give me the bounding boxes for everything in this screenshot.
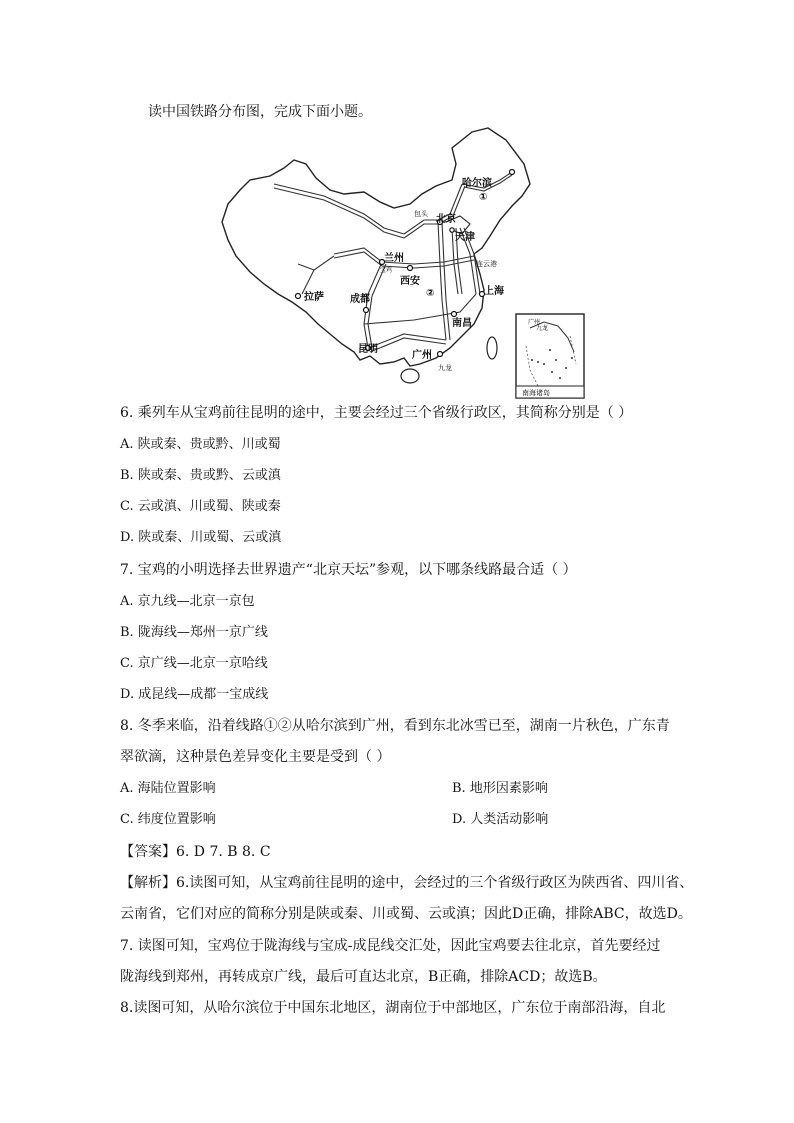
inset-label-jiulong: 九龙 bbox=[536, 325, 549, 332]
q7-stem: 7. 宝鸡的小明选择去世界遗产“北京天坛”参观，以下哪条线路最合适（ ） bbox=[120, 562, 577, 578]
lhasa-dot bbox=[296, 294, 301, 299]
label-baotou: 包头 bbox=[414, 210, 428, 218]
label-tianjin: 天津 bbox=[455, 232, 475, 243]
harbin-dot bbox=[510, 170, 515, 175]
q6-option-b: B. 陕或秦、贵或黔、云或滇 bbox=[120, 468, 281, 483]
q6-option-c: C. 云或滇、川或蜀、陕或秦 bbox=[120, 499, 281, 514]
analysis-line-5: 8.读图可知，从哈尔滨位于中国东北地区，湖南位于中部地区，广东位于南部沿海，自北 bbox=[120, 1000, 666, 1016]
analysis-line-1: 【解析】6.读图可知，从宝鸡前往昆明的途中，会经过的三个省级行政区为陕西省、四川省、 bbox=[120, 875, 694, 891]
analysis-line-3: 7. 读图可知，宝鸡位于陇海线与宝成-成昆线交汇处，因此宝鸡要去往北京，首先要经过 bbox=[120, 938, 661, 954]
answer-line: 【答案】6. D 7. B 8. C bbox=[120, 844, 271, 860]
q6-option-d: D. 陕或秦、川或蜀、云或滇 bbox=[120, 530, 282, 545]
intro-text: 读中国铁路分布图，完成下面小题。 bbox=[148, 104, 372, 120]
q8-option-a: A. 海陆位置影响 bbox=[120, 781, 216, 796]
label-xian: 西安 bbox=[400, 276, 420, 287]
label-jiulong: 九龙 bbox=[438, 364, 452, 372]
q6-option-a: A. 陕或秦、贵或黔、川或蜀 bbox=[120, 437, 281, 452]
chengdu-dot bbox=[364, 308, 369, 313]
q7-option-d: D. 成昆线—成都一宝成线 bbox=[120, 687, 269, 702]
nanchang-dot bbox=[452, 312, 457, 317]
label-nanchang: 南昌 bbox=[452, 318, 472, 329]
q8-stem-line2: 翠欲滴，这种景色差异变化主要是受到（ ） bbox=[120, 749, 391, 765]
analysis-line-2: 云南省，它们对应的简称分别是陕或秦、川或蜀、云或滇；因此D正确，排除ABC，故选D。 bbox=[120, 906, 692, 922]
label-kunming: 昆明 bbox=[358, 344, 378, 355]
china-railway-map bbox=[214, 124, 586, 400]
south-sea-inset bbox=[516, 314, 584, 398]
q8-stem-line1: 8. 冬季来临，沿着线路①②从哈尔滨到广州，看到东北冰雪已至，湖南一片秋色，广东青 bbox=[120, 718, 670, 734]
label-circle1: ① bbox=[479, 192, 488, 203]
q6-stem: 6. 乘列车从宝鸡前往昆明的途中，主要会经过三个省级行政区，其简称分别是（ ） bbox=[120, 405, 633, 421]
analysis-line-4: 陇海线到郑州，再转成京广线，最后可直达北京，B正确，排除ACD；故选B。 bbox=[120, 969, 607, 985]
inset-label-south-sea: 南海诸岛 bbox=[522, 389, 550, 397]
label-circle2: ② bbox=[426, 288, 435, 299]
q8-option-d: D. 人类活动影响 bbox=[452, 812, 549, 827]
label-lanzhou: 兰州 bbox=[384, 253, 404, 264]
label-beijing: 北京 bbox=[436, 214, 456, 225]
tianjin-dot bbox=[450, 228, 454, 232]
label-guangzhou: 广州 bbox=[412, 350, 432, 361]
label-baoji: 宝鸡 bbox=[380, 267, 393, 274]
q7-option-a: A. 京九线—北京一京包 bbox=[120, 594, 255, 609]
guangzhou-dot bbox=[438, 352, 443, 357]
taiwan-island bbox=[487, 337, 497, 359]
china-outline bbox=[222, 128, 530, 366]
label-shanghai: 上海 bbox=[484, 286, 504, 297]
q8-option-c: C. 纬度位置影响 bbox=[120, 812, 216, 827]
label-lianyungang: 连云港 bbox=[476, 260, 497, 268]
q7-option-b: B. 陇海线—郑州一京广线 bbox=[120, 625, 268, 640]
inset-label-guangzhou: 广州 bbox=[528, 319, 541, 326]
label-chengdu: 成都 bbox=[350, 294, 370, 305]
q7-option-c: C. 京广线—北京一京哈线 bbox=[120, 656, 268, 671]
q8-option-b: B. 地形因素影响 bbox=[452, 781, 548, 796]
label-lhasa: 拉萨 bbox=[304, 292, 324, 303]
xian-dot bbox=[408, 266, 413, 271]
label-harbin: 哈尔滨 bbox=[462, 178, 492, 189]
hainan-island bbox=[401, 369, 419, 383]
